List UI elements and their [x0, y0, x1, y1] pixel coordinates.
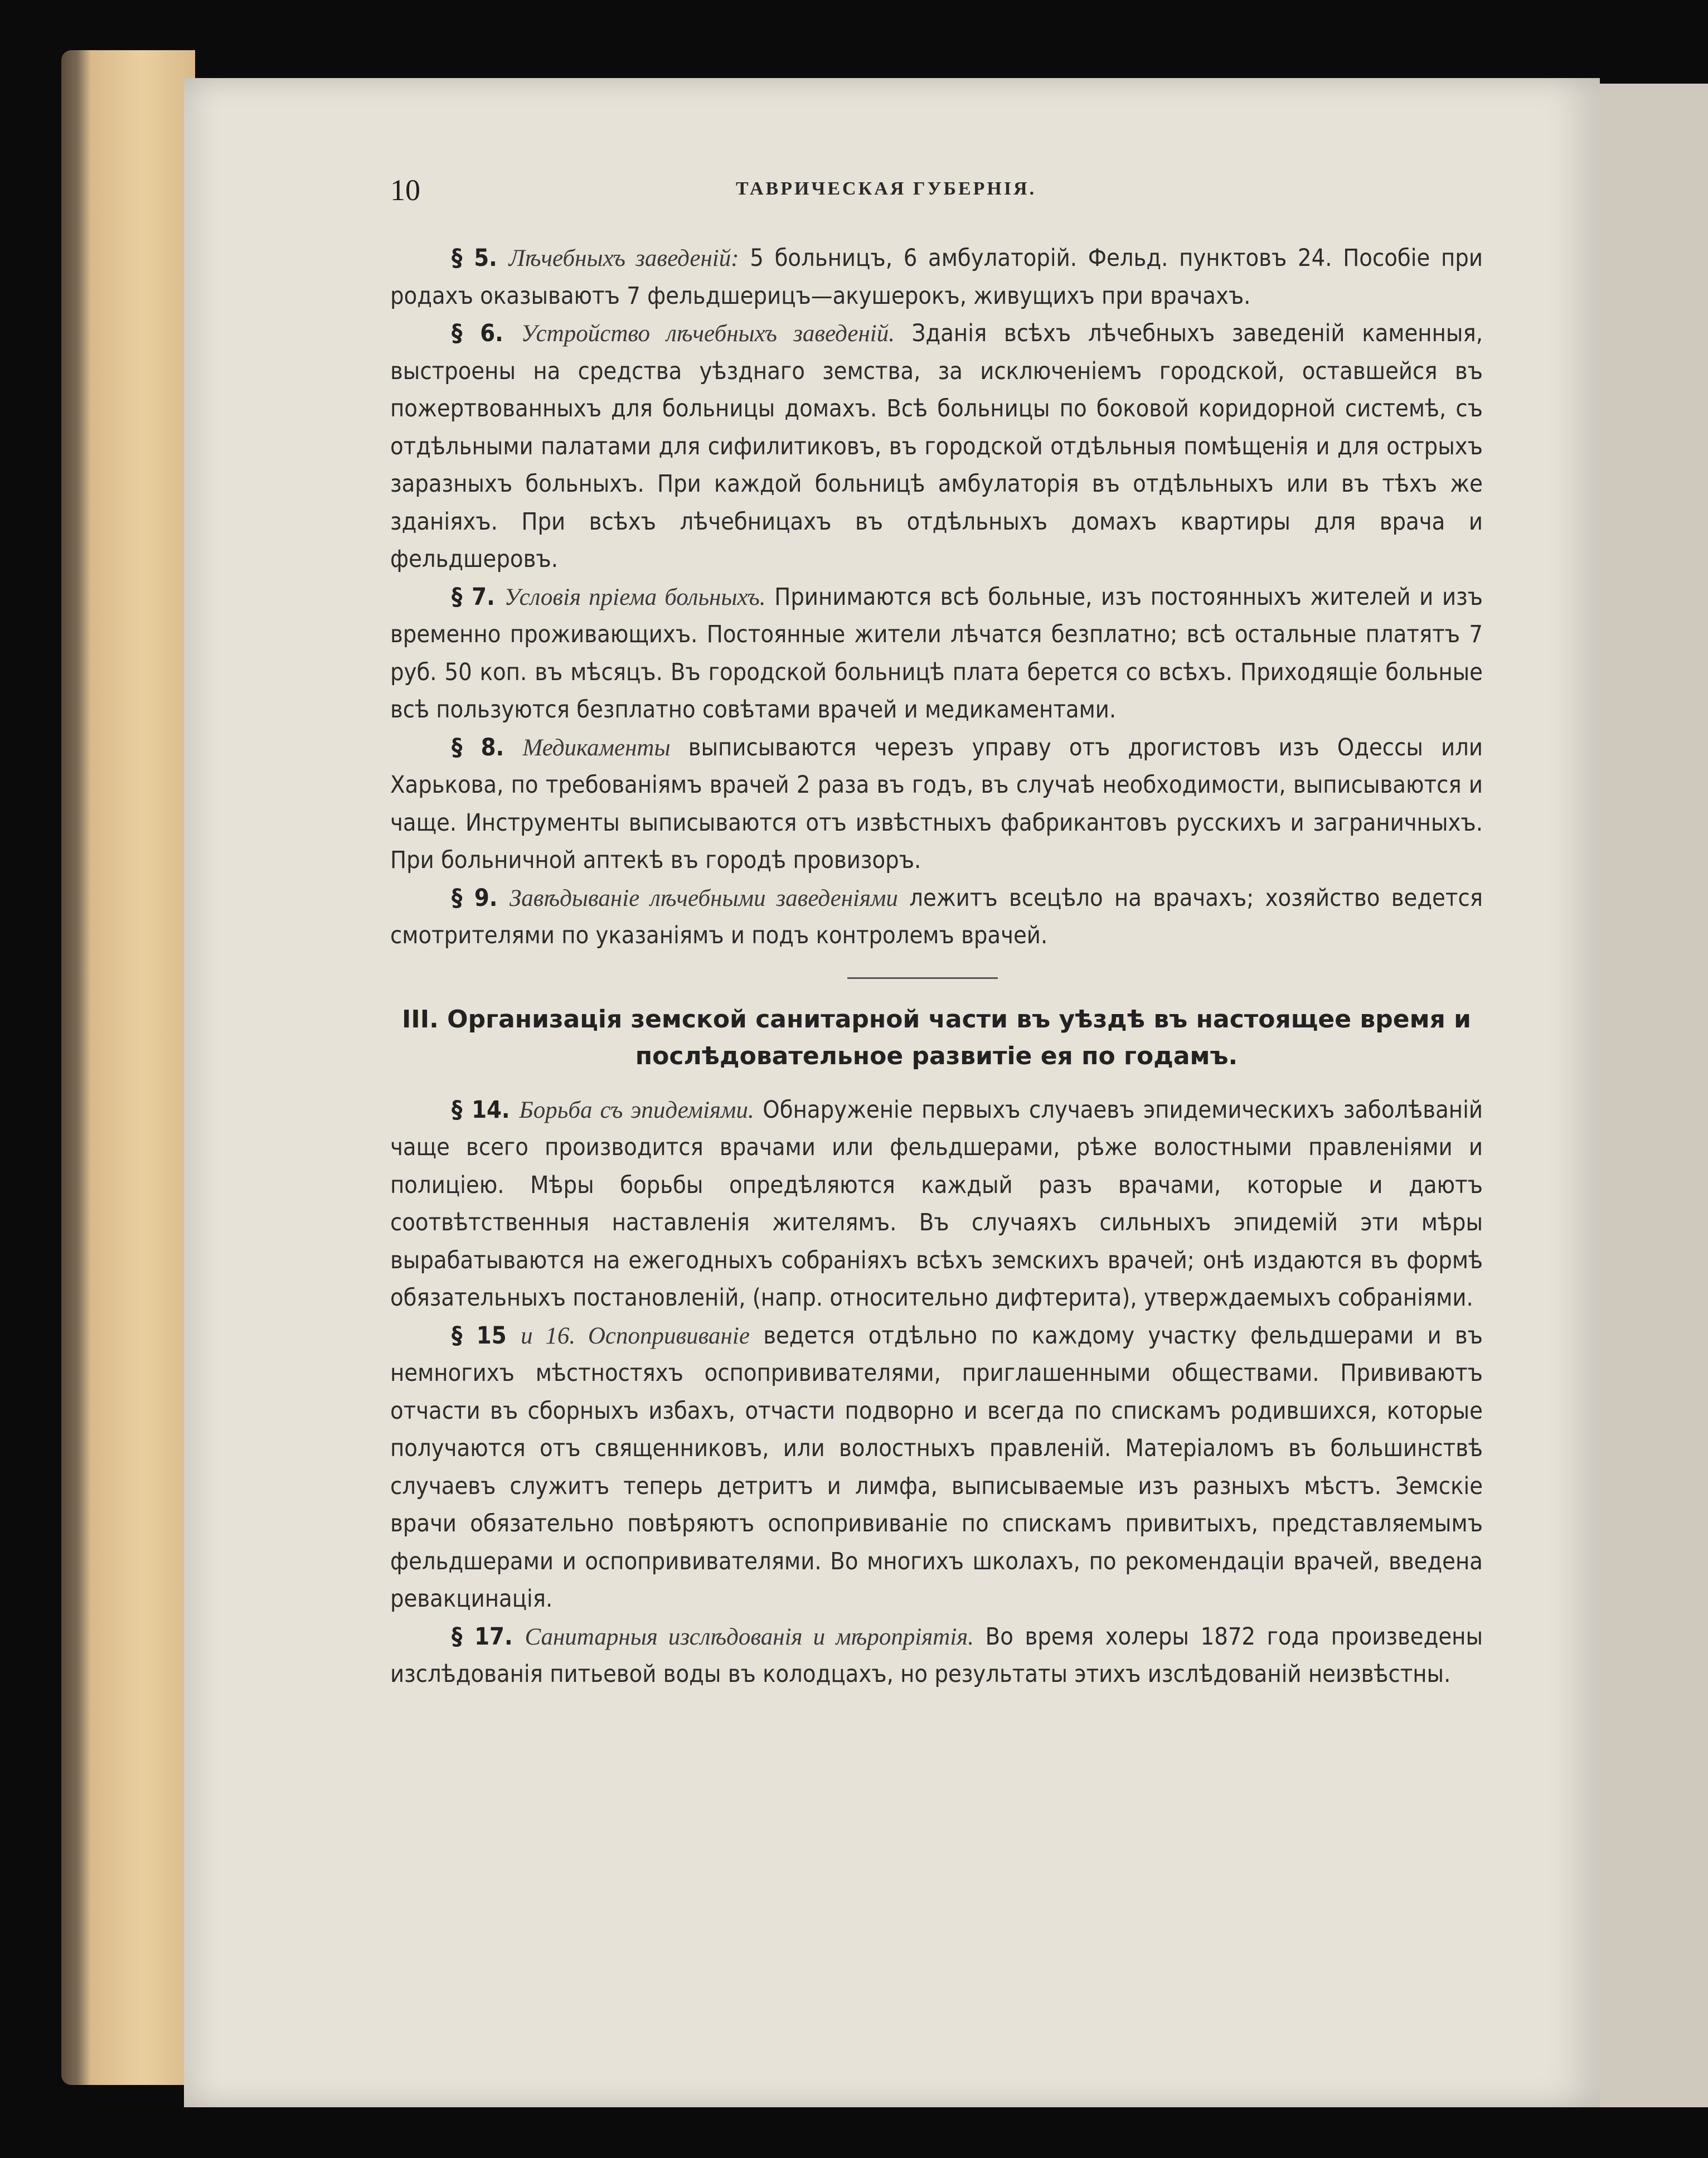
running-head: ТАВРИЧЕСКАЯ ГУБЕРНІЯ.	[736, 178, 1037, 199]
paragraph	[390, 315, 1483, 579]
paragraph-title: Устройство лѣчебныхъ заведеній.	[521, 321, 895, 347]
page-header	[390, 167, 1483, 217]
section-number: § 6.	[452, 319, 521, 347]
paragraph	[390, 240, 1483, 315]
paragraph	[390, 1092, 1483, 1317]
top-paragraphs	[390, 240, 1483, 955]
paragraph-title: Борьба съ эпидеміями.	[519, 1097, 754, 1123]
paragraph-text: 5 больницъ, 6 амбулаторій. Фельд. пунктовъ 24. Пособіе при родахъ оказываютъ 7 фельдшерицъ—акушерокъ, живущихъ при врачахъ.	[390, 244, 1483, 310]
paragraph	[390, 1317, 1483, 1618]
paragraph-text: Принимаются всѣ больные, изъ постоянныхъ жителей и изъ временно проживающихъ. Постоянные жители лѣчатся безплатно; всѣ остальные платятъ 7 руб. 50 коп. въ мѣсяцъ. Въ городской больницѣ плата берется со всѣхъ. Приходящіе больные всѣ пользуются безплатно совѣтами врачей и медикаментами.	[390, 583, 1483, 724]
section-number: § 5.	[452, 244, 509, 272]
section-number: § 17.	[452, 1622, 525, 1651]
paragraph-text: выписываются черезъ управу отъ дрогистовъ изъ Одессы или Харькова, по требованіямъ врачей 2 раза въ годъ, въ случаѣ необходимости, выписываются и чаще. Инструменты выписываются отъ извѣстныхъ фабрикантовъ русскихъ и заграничныхъ. При больничной аптекѣ въ городѣ провизоръ.	[390, 733, 1483, 874]
section-number: § 9.	[452, 884, 510, 912]
section-divider	[847, 977, 998, 979]
section-number: § 8.	[452, 733, 523, 762]
paragraph-text: ведется отдѣльно по каждому участку фельдшерами и въ немногихъ мѣстностяхъ оспопрививателями, приглашенными обществами. Прививаютъ отчасти въ сборныхъ избахъ, отчасти подворно и всегда по спискамъ родившихся, которые получаются отъ священниковъ, или волостныхъ правленій. Матеріаломъ въ большинствѣ случаевъ служитъ теперь детритъ и лимфа, выписываемые изъ разныхъ мѣстъ. Земскіе врачи обязательно повѣряютъ оспопрививаніе по спискамъ привитыхъ, представляемымъ фельдшерами и оспопрививателями. Во многихъ школахъ, по рекомендаціи врачей, введена ревакцинація.	[390, 1321, 1483, 1613]
paragraph	[390, 729, 1483, 880]
paragraph-title: Условія пріема больныхъ.	[504, 584, 766, 610]
paragraph-text: Зданія всѣхъ лѣчебныхъ заведеній каменныя, выстроены на средства уѣзднаго земства, за исключеніемъ городской, оставшейся въ пожертвованныхъ для больницы домахъ. Всѣ больницы по боковой коридорной системѣ, съ отдѣльными палатами для сифилитиковъ, въ городской отдѣльныя помѣщенія и для острыхъ заразныхъ больныхъ. При каждой больницѣ амбулаторія въ отдѣльныхъ или въ тѣхъ же зданіяхъ. При всѣхъ лѣчебницахъ въ отдѣльныхъ домахъ квартиры для врача и фельдшеровъ.	[390, 319, 1483, 573]
paragraph-title: Медикаменты	[522, 734, 671, 761]
book-edge	[61, 50, 195, 2085]
paragraph-text: Обнаруженіе первыхъ случаевъ эпидемическихъ заболѣваній чаще всего производится врачами или фельдшерами, рѣже волостными правленіями и полиціею. Мѣры борьбы опредѣляются каждый разъ врачами, которые и даютъ соотвѣтственныя наставленія жителямъ. Въ случаяхъ сильныхъ эпидемій эти мѣры вырабатываются на ежегодныхъ собраніяхъ всѣхъ земскихъ врачей; онѣ издаются въ формѣ обязательныхъ постановленій, (напр. относительно дифтерита), утверждаемыхъ собраніями.	[390, 1095, 1483, 1312]
section-number: § 7.	[452, 583, 504, 611]
page-number: 10	[390, 173, 420, 207]
section-number: § 14.	[452, 1095, 520, 1124]
paragraph	[390, 579, 1483, 729]
paragraph	[390, 1618, 1483, 1694]
page-content	[390, 167, 1483, 1694]
next-page-edge	[1600, 84, 1708, 2107]
paragraph-text: Во время холеры 1872 года произведены изслѣдованія питьевой воды въ колодцахъ, но результаты этихъ изслѣдованій неизвѣстны.	[390, 1622, 1483, 1688]
paragraph-title: Лѣчебныхъ заведеній:	[508, 245, 739, 271]
bottom-paragraphs	[390, 1092, 1483, 1694]
paragraph-text: лежитъ всецѣло на врачахъ; хозяйство ведется смотрителями по указаніямъ и подъ контролемъ врачей.	[390, 884, 1483, 949]
paragraph	[390, 880, 1483, 955]
section-number: § 15	[452, 1321, 521, 1350]
paragraph-title: и 16. Оспопрививаніе	[521, 1322, 750, 1349]
paragraph-title: Санитарныя изслѣдованія и мѣропріятія.	[525, 1623, 974, 1650]
paragraph-title: Завѣдываніе лѣчебными заведеніями	[510, 885, 898, 911]
section-heading: III. Организація земской санитарной части въ уѣздѣ въ настоящее время и послѣдовательное развитіе ея по годамъ.	[402, 1005, 1471, 1070]
